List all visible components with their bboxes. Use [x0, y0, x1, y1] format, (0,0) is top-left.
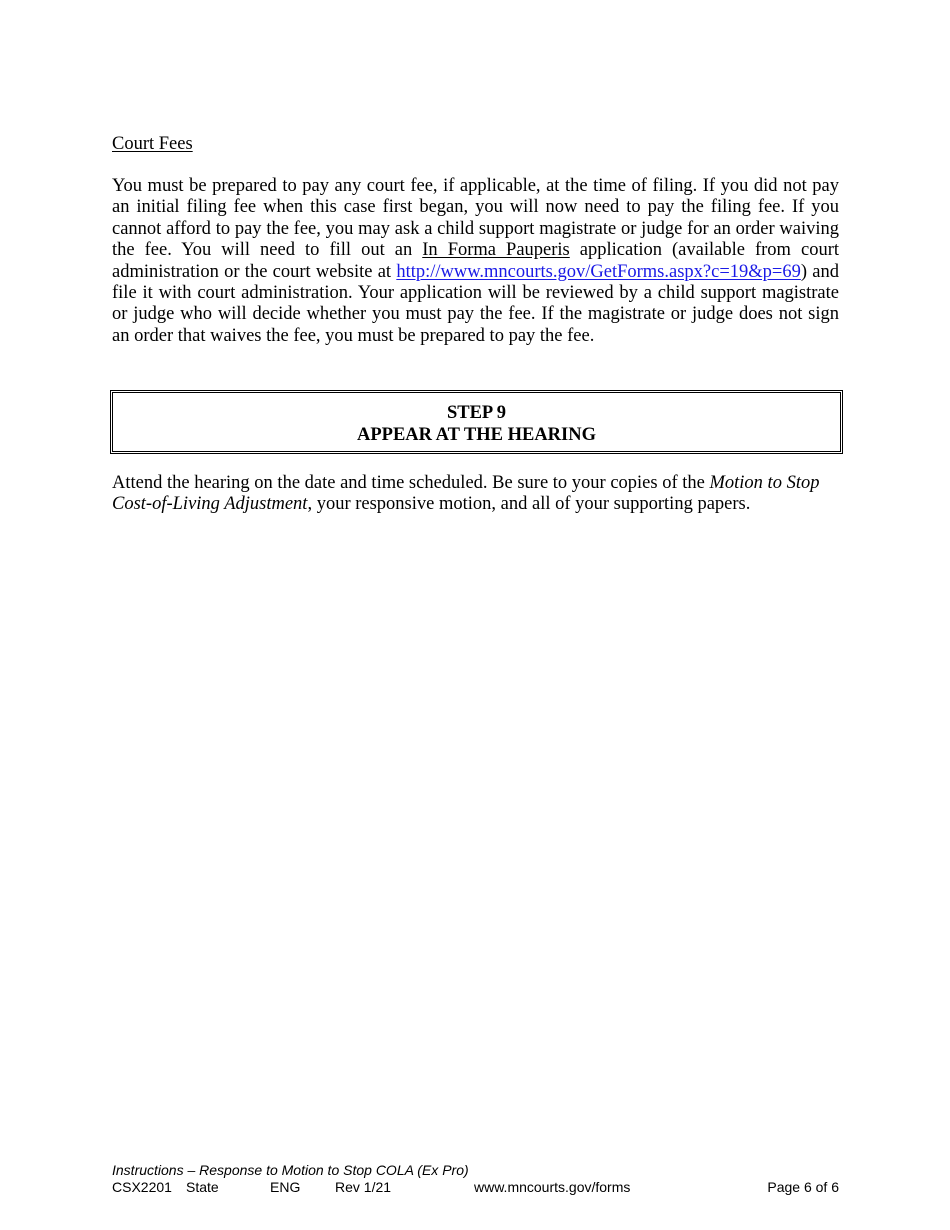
footer-language: ENG — [270, 1179, 301, 1195]
motion-title: Motion to Stop Cost-of-Living Adjustment — [112, 473, 820, 515]
court-fees-text-2: application (available from court administration or the court website at — [112, 240, 839, 282]
footer-scope: State — [186, 1179, 219, 1195]
in-forma-pauperis-term: In Forma Pauperis — [422, 240, 570, 261]
court-fees-text-1: You must be prepared to pay any court fee, if applicable, at the time of filing. If you did not pay an initial filing fee when this case first began, you will now need to pay the filing fee. If you cannot afford to pay the fee, you may ask a child support magistrate or judge for an order waiving the fee. You will need to fill out an — [112, 176, 839, 261]
step-9-box — [110, 390, 843, 454]
footer-form-code: CSX2201 — [112, 1179, 172, 1195]
footer-info-row — [112, 1179, 839, 1196]
footer-revision: Rev 1/21 — [335, 1179, 392, 1195]
get-forms-link[interactable]: http://www.mncourts.gov/GetForms.aspx?c=19&p=69 — [396, 261, 801, 282]
footer-title: Instructions – Response to Motion to Stop COLA (Ex Pro) — [112, 1162, 469, 1178]
document-page — [112, 0, 839, 1230]
court-fees-text-3: ) and file it with court administration. Your application will be reviewed by a child support magistrate or judge who will decide whether you must pay the fee. If the magistrate or judge does not sign an order that waives the fee, you must be prepared to pay the fee. — [112, 261, 839, 346]
court-fees-paragraph — [112, 176, 839, 347]
hearing-paragraph — [112, 473, 839, 516]
step-title: APPEAR AT THE HEARING — [356, 425, 596, 445]
footer-page-number: Page 6 of 6 — [767, 1179, 839, 1195]
step-number: STEP 9 — [446, 403, 507, 423]
footer-website: www.mncourts.gov/forms — [474, 1179, 631, 1195]
court-fees-heading: Court Fees — [112, 134, 193, 154]
hearing-text-1: Attend the hearing on the date and time scheduled. Be sure to your copies of the — [112, 473, 710, 493]
hearing-text-2: , your responsive motion, and all of your supporting papers. — [307, 494, 751, 515]
